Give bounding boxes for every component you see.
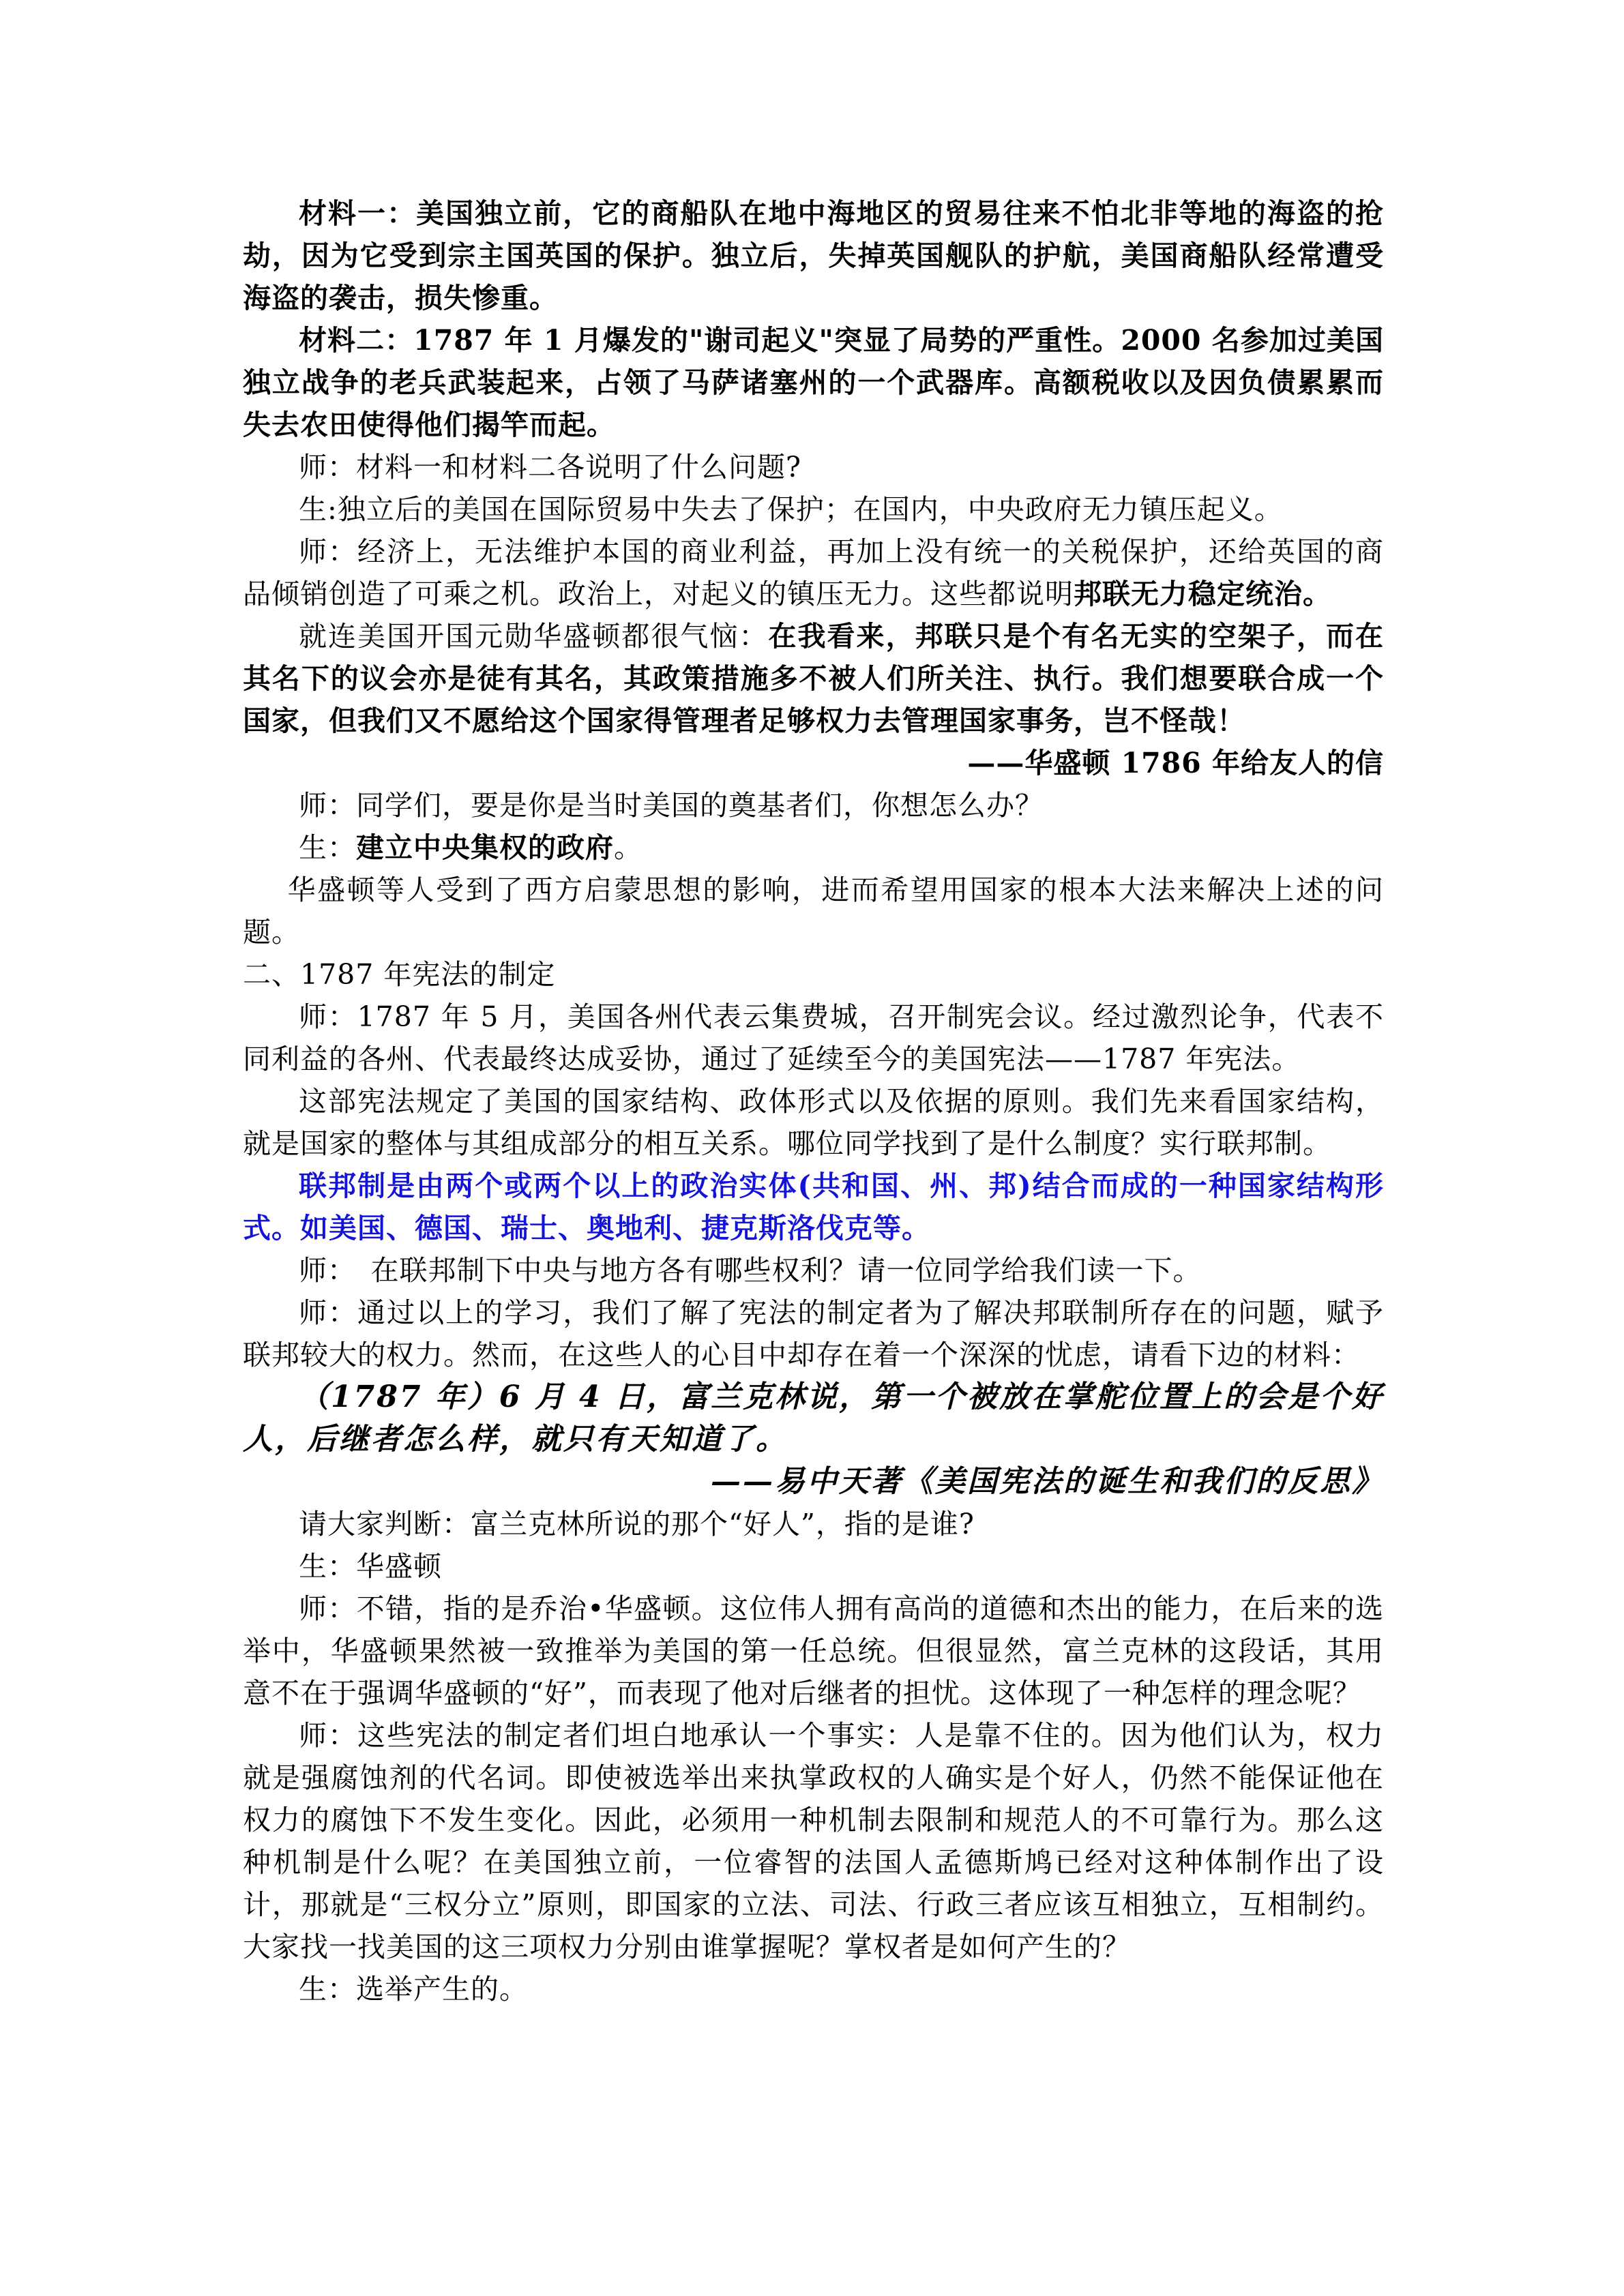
teacher-federal-rights	[243, 1249, 1384, 1292]
text-run: 师：这些宪法的制定者们坦白地承认一个事实：人是靠不住的。因为他们认为，权力就是强腐蚀剂的代名词。即使被选举出来执掌政权的人确实是个好人，仍然不能保证他在权力的腐蚀下不发生变化。因此，必须用一种机制去限制和规范人的不可靠行为。那么这种机制是什么呢？在美国独立前，一位睿智的法国人孟德斯鸠已经对这种体制作出了设计，那就是“三权分立”原则，即国家的立法、司法、行政三者应该互相独立，互相制约。大家找一找美国的这三项权力分别由谁掌握呢？掌权者是如何产生的？	[243, 1719, 1384, 1963]
text-run: 邦联无力稳定统治。	[1074, 578, 1331, 610]
material-1	[243, 192, 1384, 319]
material-2	[243, 319, 1384, 446]
teacher-convention	[243, 996, 1384, 1080]
text-run: ——易中天著《美国宪法的诞生和我们的反思》	[711, 1464, 1384, 1499]
definition-federalism	[243, 1165, 1384, 1249]
text-run: 华盛顿等人受到了西方启蒙思想的影响，进而希望用国家的根本大法来解决上述的问题。	[243, 874, 1384, 949]
quote-attribution-yizhongtian	[243, 1461, 1384, 1503]
text-run: 联邦制是由两个或两个以上的政治实体(共和国、州、邦)结合而成的一种国家结构形式。如美国、德国、瑞士、奥地利、捷克斯洛伐克等。	[243, 1169, 1384, 1244]
text-run: 师：不错，指的是乔治•华盛顿。这位伟人拥有高尚的道德和杰出的能力，在后来的选举中，华盛顿果然被一致推举为美国的第一任总统。但很显然，富兰克林的这段话，其用意不在于强调华盛顿的“好”，而表现了他对后继者的担忧。这体现了一种怎样的理念呢？	[243, 1592, 1384, 1710]
text-run: 。	[614, 831, 643, 864]
student-answer-election	[243, 1968, 1384, 2010]
section-heading-1787-constitution	[243, 953, 1384, 996]
text-run: 生：	[299, 831, 356, 864]
text-run: 建立中央集权的政府	[356, 831, 614, 864]
text-run: 师：材料一和材料二各说明了什么问题?	[299, 451, 801, 483]
text-run: 这部宪法规定了美国的国家结构、政体形式以及依据的原则。我们先来看国家结构，就是国家的整体与其组成部分的相互关系。哪位同学找到了是什么制度？实行联邦制。	[243, 1085, 1384, 1160]
quote-attribution-washington	[243, 742, 1384, 784]
franklin-quote	[243, 1376, 1384, 1461]
teacher-question-materials	[243, 446, 1384, 488]
teacher-summary-confederation	[243, 531, 1384, 615]
text-run: 二、1787 年宪法的制定	[243, 958, 556, 991]
text-run: 师：1787 年 5 月，美国各州代表云集费城，召开制宪会议。经过激烈论争，代表不同利益的各州、代表最终达成妥协，通过了延续至今的美国宪法——1787 年宪法。	[243, 1000, 1384, 1075]
text-run: 材料二：1787 年 1 月爆发的"谢司起义"突显了局势的严重性。2000 名参加过美国独立战争的老兵武装起来，占领了马萨诸塞州的一个武器库。高额税收以及因负债累累而失去农田使得他们揭竿而起。	[243, 324, 1384, 441]
text-run: 师：通过以上的学习，我们了解了宪法的制定者为了解决邦联制所存在的问题，赋予联邦较大的权力。然而，在这些人的心目中却存在着一个深深的忧虑，请看下边的材料：	[243, 1296, 1384, 1371]
student-answer-washington	[243, 1545, 1384, 1587]
text-run: 生:独立后的美国在国际贸易中失去了保护；在国内，中央政府无力镇压起义。	[299, 493, 1283, 526]
text-run: 师：同学们，要是你是当时美国的奠基者们，你想怎么办？	[299, 789, 1044, 822]
text-run: 在我看来，邦联只是个有名无实的空架子，而在其名下的议会亦是徒有其名，其政策措施多不被人们所关注、执行。我们想要联合成一个国家，但我们又不愿给这个国家得管理者足够权力去管理国家事务，岂不怪哉！	[243, 620, 1385, 737]
washington-complaint	[243, 615, 1384, 742]
text-run: 就连美国开国元勋华盛顿都很气恼：	[299, 620, 769, 653]
document-body	[243, 192, 1384, 2010]
teacher-separation-of-powers	[243, 1714, 1384, 1968]
text-run: （1787 年）6 月 4 日，富兰克林说，第一个被放在掌舵位置上的会是个好人，后继者怎么样，就只有天知道了。	[243, 1380, 1384, 1457]
text-run: ——华盛顿 1786 年给友人的信	[967, 747, 1384, 779]
teacher-worry-intro	[243, 1292, 1384, 1376]
text-run: 生：华盛顿	[299, 1550, 442, 1583]
student-answer-materials	[243, 488, 1384, 531]
text-run: 生：选举产生的。	[299, 1973, 528, 2006]
text-run: 材料一：美国独立前，它的商船队在地中海地区的贸易往来不怕北非等地的海盗的抢劫，因为它受到宗主国英国的保护。独立后，失掉英国舰队的护航，美国商船队经常遭受海盗的袭击，损失惨重。	[243, 197, 1384, 314]
text-run: 师： 在联邦制下中央与地方各有哪些权利？请一位同学给我们读一下。	[299, 1254, 1202, 1287]
teacher-judge-question	[243, 1503, 1384, 1545]
teacher-washington-explain	[243, 1587, 1384, 1714]
narration-enlightenment	[243, 869, 1384, 953]
student-answer-centralized	[243, 826, 1384, 869]
text-run: 师：经济上，无法维护本国的商业利益，再加上没有统一的关税保护，还给英国的商品倾销创造了可乘之机。政治上，对起义的镇压无力。这些都说明	[243, 535, 1384, 610]
teacher-question-founders	[243, 784, 1384, 826]
teacher-structure	[243, 1080, 1384, 1165]
text-run: 请大家判断：富兰克林所说的那个“好人”，指的是谁?	[299, 1508, 975, 1540]
